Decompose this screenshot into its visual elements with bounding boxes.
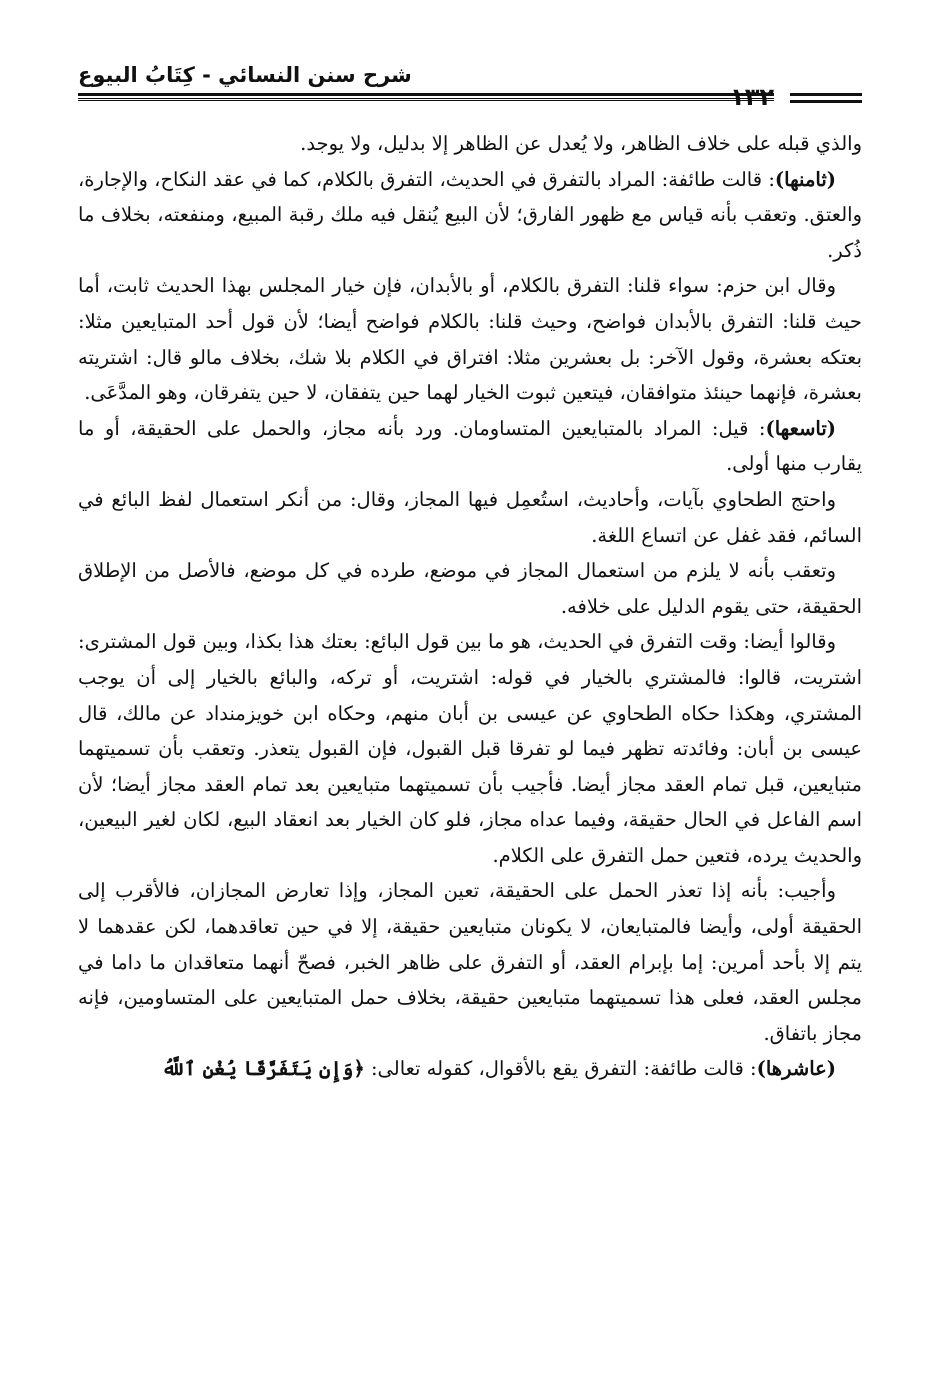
paragraph-lead: (تاسعها) [765, 416, 836, 440]
header-rule-inner [78, 98, 774, 99]
paragraph-4 [78, 411, 862, 482]
paragraph-text: : قيل: المراد بالمتبايعين المتساومان. ورد بأنه مجاز، والحمل على الحقيقة، أو ما يقارب منها أولى. [78, 416, 862, 476]
page-header [78, 60, 862, 110]
body-text [78, 126, 862, 1087]
paragraph-lead: (عاشرها) [756, 1057, 836, 1081]
quran-quote: ﴿وَإِن يَتَفَرَّقَا يُغْنِ ٱللَّهُ [161, 1057, 365, 1081]
paragraph-6 [78, 553, 862, 624]
paragraph-5 [78, 482, 862, 553]
running-title: شرح سنن النسائي - كِتَابُ البيوع [78, 63, 412, 87]
page-number: ١٣٢ [730, 83, 774, 111]
paragraph-2 [78, 162, 862, 269]
header-rule [78, 93, 774, 101]
paragraph-text: وقالوا أيضا: وقت التفرق في الحديث، هو ما بين قول البائع: بعتك هذا بكذا، وبين قول المشترى: اشتريت، قالوا: فالمشتري بالخيار في قوله: اشتريت، أو تركه، والبائع بالخيار إلى أن يوجب المشتري، وهكذا حكاه الطحاوي عن عيسى بن أبان منهم، وحكاه ابن خويزمنداد عن مالك، قال عيسى بن أبان: وفائدته تظهر فيما لو تفرقا قبل القبول، فإن القبول يتعذر. وتعقب بأن تسميتهما متبايعين، قبل تمام العقد مجاز أيضا. فأجيب بأن تسميتهما متبايعين بعد تمام العقد مجاز أيضا؛ لأن اسم الفاعل في الحال حقيقة، وفيما عداه مجاز، فلو كان الخيار بعد انعقاد البيع، لكان لغير البيعين، والحديث يرده، فتعين حمل التفرق على الكلام. [78, 630, 862, 867]
paragraph-lead: (ثامنها) [774, 167, 836, 191]
paragraph-text: وقال ابن حزم: سواء قلنا: التفرق بالكلام، أو بالأبدان، فإن خيار المجلس بهذا الحديث ثابت، أما حيث قلنا: التفرق بالأبدان فواضح، وحيث قلنا: بالكلام فواضح أيضا؛ لأن قول أحد المتبايعين مثلا: بعتكه بعشرة، وقول الآخر: بل بعشرين مثلا: افتراق في الكلام بلا شك، بخلاف مالو قال: اشتريته بعشرة، فإنهما حينئذ متوافقان، فيتعين ثبوت الخيار لهما حين يتفقان، لا حين يتفرقان، وهو المدَّعَى. [78, 274, 862, 405]
paragraph-9 [78, 1051, 862, 1087]
paragraph-7 [78, 624, 862, 873]
paragraph-text: وأجيب: بأنه إذا تعذر الحمل على الحقيقة، تعين المجاز، وإذا تعارض المجازان، فالأقرب إلى الحقيقة أولى، وأيضا فالمتبايعان، لا يكونان متبايعين حقيقة، إلا في حين تعاقدهما، لكن عقدهما لا يتم إلا بأحد أمرين: إما بإبرام العقد، أو التفرق على ظاهر الخبر، فصحّ أنهما متعاقدان ما داما في مجلس العقد، فعلى هذا تسميتهما متبايعين حقيقة، بخلاف حمل المتبايعين على المتساومين، فإنه مجاز باتفاق. [78, 879, 862, 1045]
paragraph-text: والذي قبله على خلاف الظاهر، ولا يُعدل عن الظاهر إلا بدليل، ولا يوجد. [300, 132, 862, 155]
paragraph-3 [78, 268, 862, 410]
paragraph-1 [78, 126, 862, 162]
page-number-rule [790, 93, 862, 103]
paragraph-8 [78, 873, 862, 1051]
paragraph-text: واحتج الطحاوي بآيات، وأحاديث، استُعمِل فيها المجاز، وقال: من أنكر استعمال لفظ البائع في السائم، فقد غفل عن اتساع اللغة. [78, 487, 862, 547]
paragraph-text: : قالت طائفة: التفرق يقع بالأقوال، كقوله تعالى: [364, 1057, 757, 1081]
paragraph-text: وتعقب بأنه لا يلزم من استعمال المجاز في موضع، طرده في كل موضع، فالأصل من الإطلاق الحقيقة، حتى يقوم الدليل على خلافه. [78, 559, 862, 618]
paragraph-text: : قالت طائفة: المراد بالتفرق في الحديث، التفرق بالكلام، كما في عقد النكاح، والإجارة، والعتق. وتعقب بأنه قياس مع ظهور الفارق؛ لأن البيع يُنقل فيه ملك رقبة المبيع، ومنفعته، بخلاف ما ذُكر. [78, 167, 862, 262]
